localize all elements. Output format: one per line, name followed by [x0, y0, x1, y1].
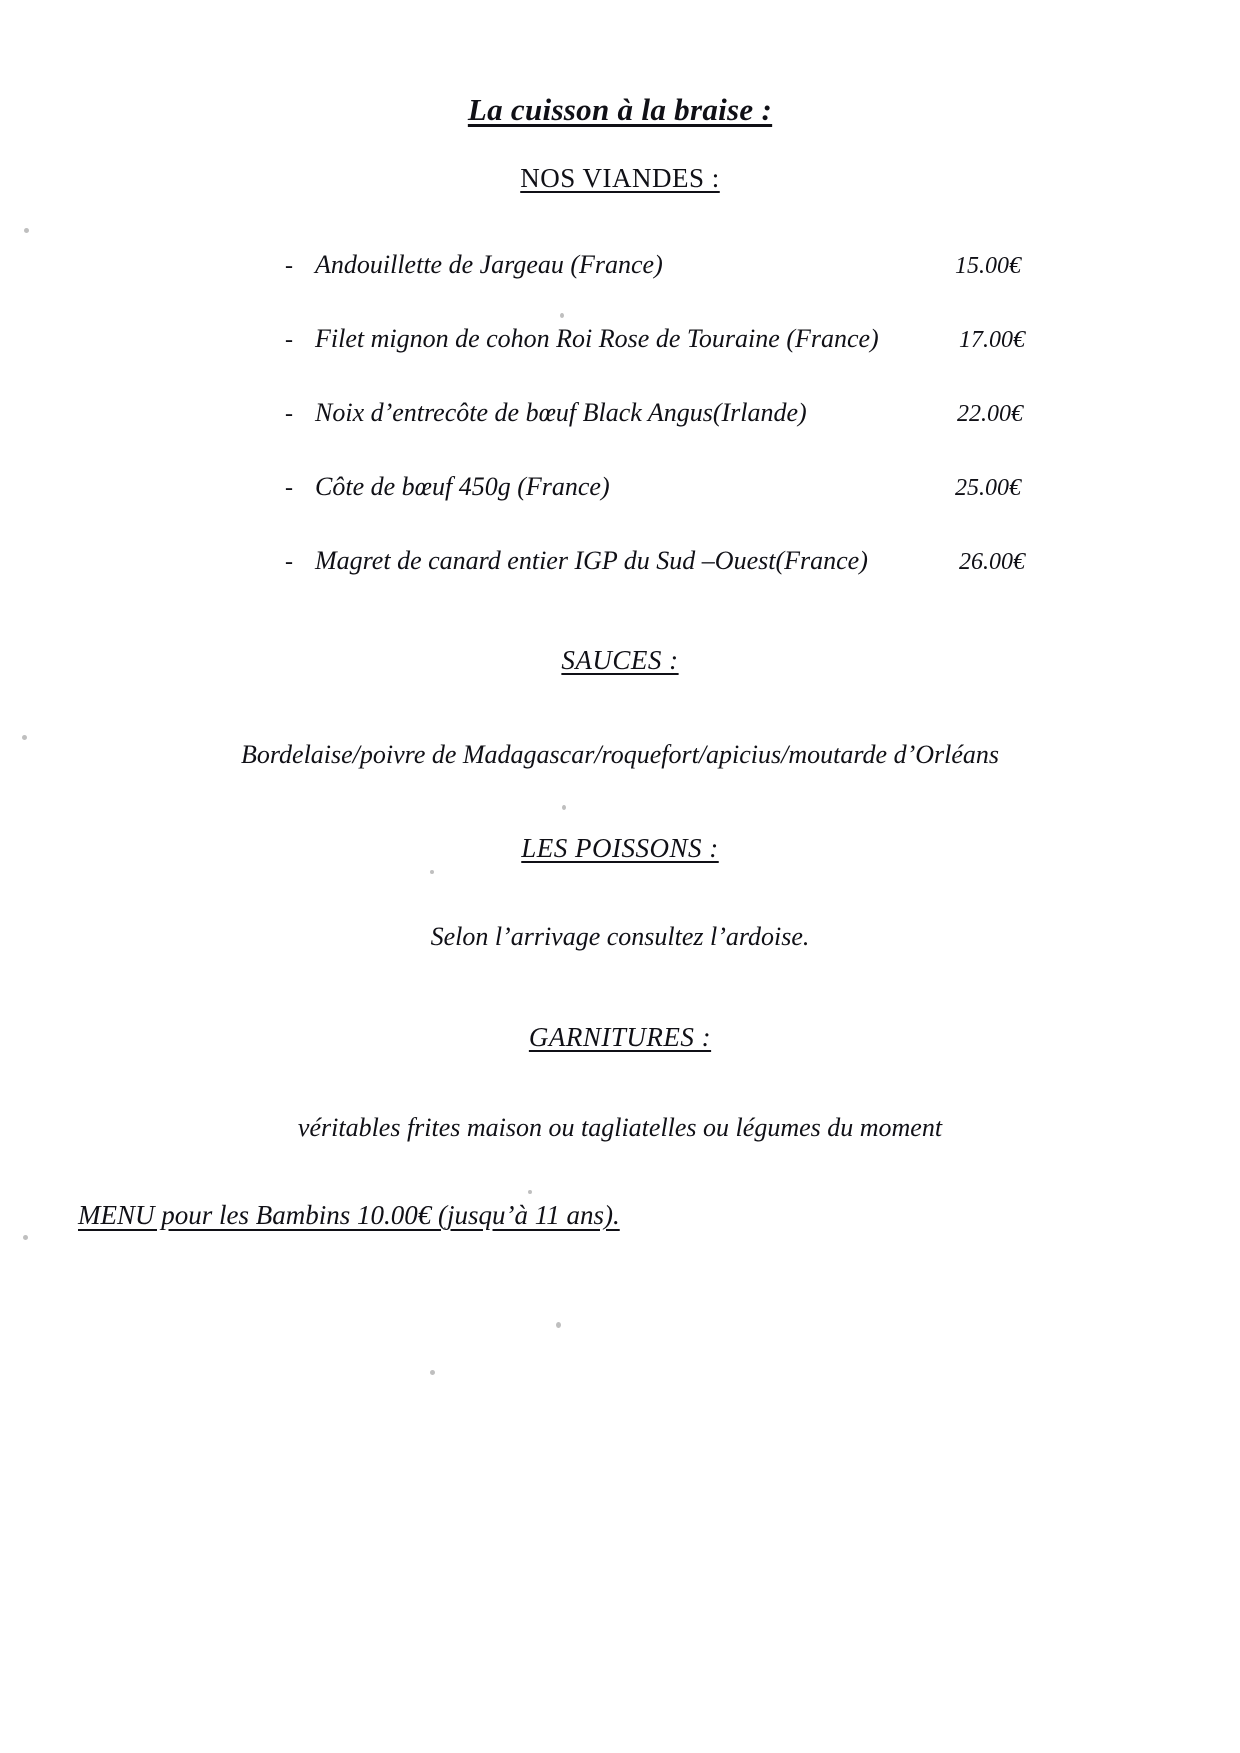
menu-item-name: Côte de bœuf 450g (France) [315, 472, 610, 501]
list-item [285, 546, 1025, 620]
bullet-dash: - [285, 475, 293, 501]
fish-text: Selon l’arrivage consultez l’ardoise. [430, 922, 810, 951]
menu-item-price: 15.00€ [955, 253, 1021, 279]
menu-item-name: Noix d’entrecôte de bœuf Black Angus(Irlande) [315, 398, 807, 427]
bullet-dash: - [285, 401, 293, 427]
section-heading-sides [0, 1022, 1240, 1053]
scan-speck [430, 1370, 435, 1375]
scan-speck [528, 1190, 532, 1194]
section-heading-fish-text: LES POISSONS : [521, 833, 719, 863]
section-heading-sauces [0, 645, 1240, 676]
section-heading-sides-text: GARNITURES : [528, 1022, 712, 1052]
list-item [285, 324, 1025, 398]
menu-item-price: 17.00€ [959, 327, 1025, 353]
list-item [285, 250, 1025, 324]
section-heading-meats [0, 163, 1240, 194]
bullet-dash: - [285, 253, 293, 279]
list-item [285, 472, 1025, 546]
scan-speck [24, 228, 29, 233]
scan-speck [556, 1322, 561, 1328]
menu-item-price: 25.00€ [955, 475, 1021, 501]
page-title [0, 92, 1240, 128]
menu-item-price: 22.00€ [957, 401, 1023, 427]
menu-item-name: Filet mignon de cohon Roi Rose de Touraine (France) [315, 324, 879, 353]
menu-item-price: 26.00€ [959, 549, 1025, 575]
section-heading-fish [0, 833, 1240, 864]
scan-speck [562, 805, 566, 810]
sides-text: véritables frites maison ou tagliatelles ou légumes du moment [297, 1113, 943, 1142]
meats-list [285, 250, 1025, 620]
kids-menu-text: MENU pour les Bambins 10.00€ (jusqu’à 11 ans). [78, 1200, 620, 1230]
list-item [285, 398, 1025, 472]
scan-speck [430, 870, 434, 874]
section-heading-sauces-text: SAUCES : [561, 645, 679, 675]
scan-speck [23, 1235, 28, 1240]
sauces-list-text: Bordelaise/poivre de Madagascar/roquefort/apicius/moutarde d’Orléans [241, 740, 999, 769]
bullet-dash: - [285, 327, 293, 353]
menu-item-name: Magret de canard entier IGP du Sud –Ouest(France) [315, 546, 868, 575]
section-heading-meats-text: NOS VIANDES : [520, 163, 720, 193]
bullet-dash: - [285, 549, 293, 575]
page-title-text: La cuisson à la braise : [467, 92, 773, 127]
menu-item-name: Andouillette de Jargeau (France) [315, 250, 663, 279]
